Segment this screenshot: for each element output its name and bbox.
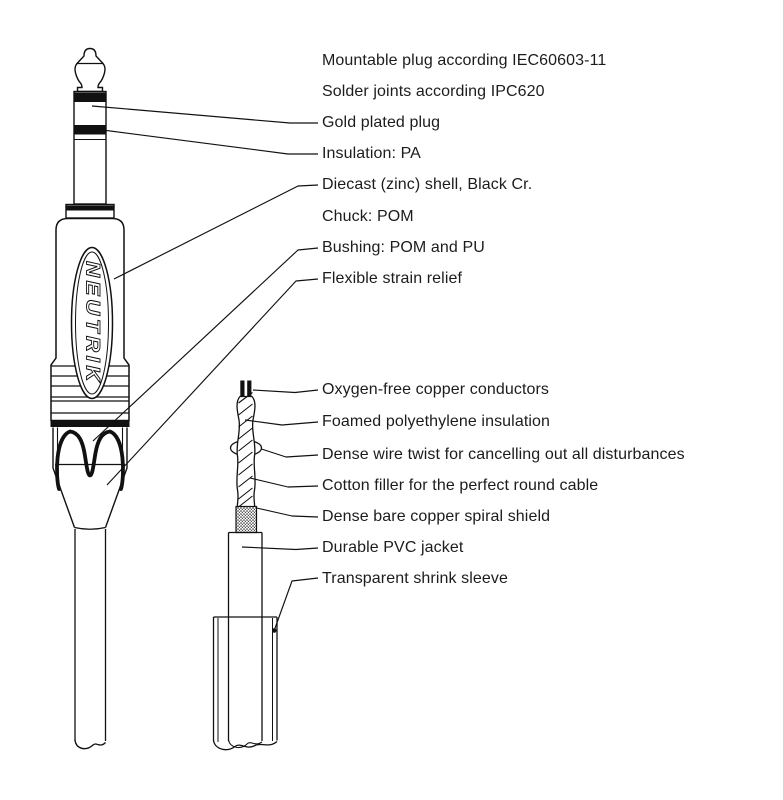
insulator-ring-top <box>74 93 106 103</box>
label-flexible-strain-relief: Flexible strain relief <box>322 270 463 287</box>
label-foamed-insulation: Foamed polyethylene insulation <box>322 413 551 430</box>
strain-relief-crown <box>57 432 123 490</box>
leader-diecast-shell <box>114 185 318 279</box>
label-bushing: Bushing: POM and PU <box>322 239 485 256</box>
label-solder-joints: Solder joints according IPC620 <box>322 83 545 100</box>
plug-shaft <box>74 92 106 205</box>
leader-spiral-shield <box>257 508 319 517</box>
spiral-shield <box>236 507 257 533</box>
leader-copper-conductors <box>253 390 318 393</box>
pvc-jacket <box>229 533 263 748</box>
leader-cotton-filler <box>250 478 318 487</box>
leader-insulation-pa <box>95 129 318 154</box>
copper-conductor-left <box>240 381 244 397</box>
label-mountable-plug: Mountable plug according IEC60603-11 <box>322 52 607 69</box>
label-dense-wire-twist: Dense wire twist for cancelling out all disturbances <box>322 446 685 463</box>
brand-logo-text: NEUTRIK <box>81 261 103 367</box>
label-shrink-sleeve: Transparent shrink sleeve <box>322 570 508 587</box>
cable-breakout-drawing <box>214 381 278 750</box>
label-chuck-pom: Chuck: POM <box>322 208 414 225</box>
leader-gold-plated-plug <box>92 106 318 123</box>
plug-cable <box>75 529 106 749</box>
leader-dense-wire-twist <box>262 449 319 457</box>
label-spiral-shield: Dense bare copper spiral shield <box>322 508 551 525</box>
label-gold-plated-plug: Gold plated plug <box>322 114 441 131</box>
bushing-boot <box>53 428 127 530</box>
leader-shrink-sleeve <box>274 578 318 631</box>
label-insulation-pa: Insulation: PA <box>322 145 421 162</box>
label-pvc-jacket: Durable PVC jacket <box>322 539 464 556</box>
label-cotton-filler: Cotton filler for the perfect round cable <box>322 477 599 494</box>
plug-tip <box>75 49 105 92</box>
leader-pvc-jacket <box>242 547 318 550</box>
shrink-sleeve <box>214 617 278 750</box>
trs-plug-drawing <box>51 49 130 749</box>
twisted-pair <box>237 397 255 508</box>
label-copper-conductors: Oxygen-free copper conductors <box>322 381 550 398</box>
label-diecast-shell: Diecast (zinc) shell, Black Cr. <box>322 176 533 193</box>
leader-flexible-strain-relief <box>107 279 318 485</box>
leader-foamed-insulation <box>245 420 318 425</box>
